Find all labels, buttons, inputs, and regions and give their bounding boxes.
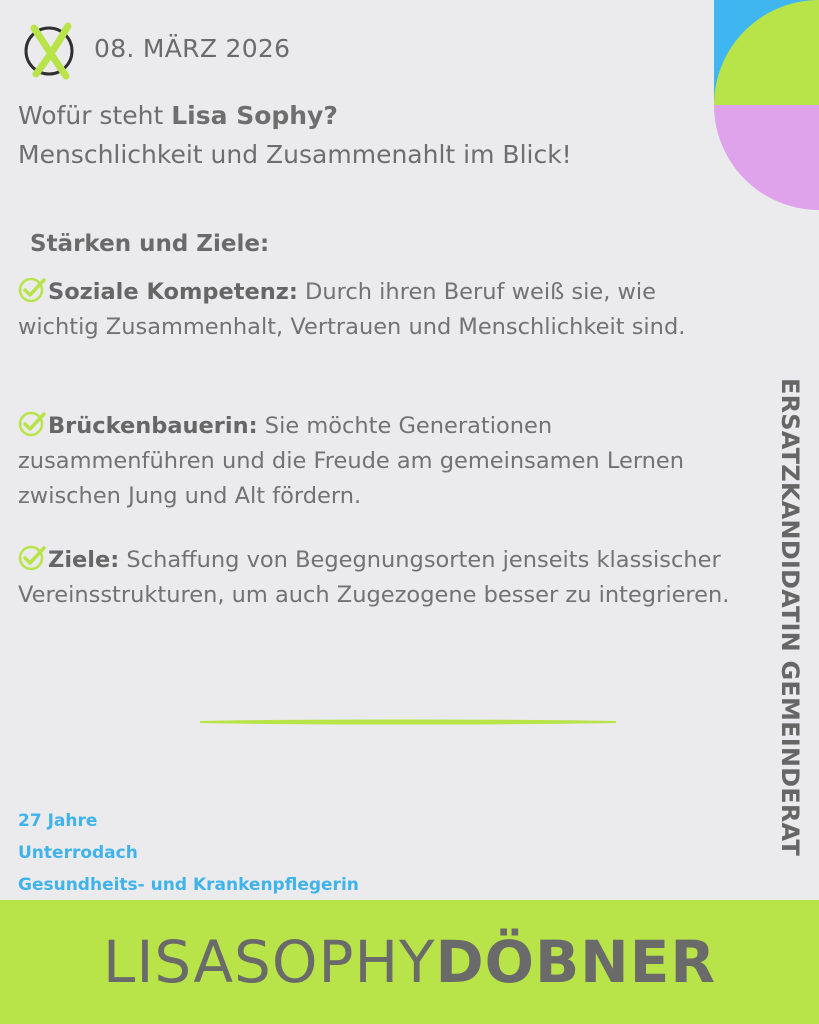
corner-decoration (714, 0, 819, 210)
info-place: Unterrodach (18, 843, 138, 863)
check-circle-icon (18, 276, 48, 303)
strength-item (18, 543, 730, 613)
strength-title: Soziale Kompetenz: (48, 279, 298, 305)
strength-title: Ziele: (48, 547, 120, 573)
check-circle-icon (18, 410, 48, 437)
side-label: ERSATZKANDIDATIN GEMEINDERAT (776, 378, 804, 856)
intro-block (18, 96, 572, 174)
strength-title: Brückenbauerin: (48, 413, 258, 439)
footer-name (0, 900, 819, 1024)
date-label: 08. MÄRZ 2026 (94, 34, 291, 63)
strength-text: Schaffung von Begegnungsorten jenseits klassischer Vereinsstrukturen, um auch Zugezogene besser zu integrieren. (18, 547, 730, 608)
intro-question (18, 96, 572, 135)
footer-banner (0, 900, 819, 1024)
strength-item (18, 275, 730, 345)
ballot-cross-icon (22, 22, 80, 80)
check-circle-icon (18, 544, 48, 571)
info-profession: Gesundheits- und Krankenpflegerin (18, 875, 359, 895)
footer-last-name: DÖBNER (435, 928, 716, 996)
strength-text: Sie möchte Generationen zusammenführen und die Freude am gemeinsamen Lernen zwischen Jung und Alt fördern. (18, 413, 685, 509)
divider-line (200, 718, 616, 726)
info-block (18, 805, 359, 901)
intro-question-prefix: Wofür steht (18, 101, 172, 130)
footer-first-name: LISASOPHY (103, 928, 436, 996)
strength-text: Durch ihren Beruf weiß sie, wie wichtig Zusammenhalt, Vertrauen und Menschlichkeit sind. (18, 279, 686, 340)
info-age: 27 Jahre (18, 811, 98, 831)
section-title: Stärken und Ziele: (30, 231, 270, 257)
intro-question-name: Lisa Sophy? (171, 101, 338, 130)
strength-item (18, 409, 730, 514)
purple-quarter-circle (714, 105, 819, 210)
intro-tagline: Menschlichkeit und Zusammenahlt im Blick! (18, 140, 572, 169)
